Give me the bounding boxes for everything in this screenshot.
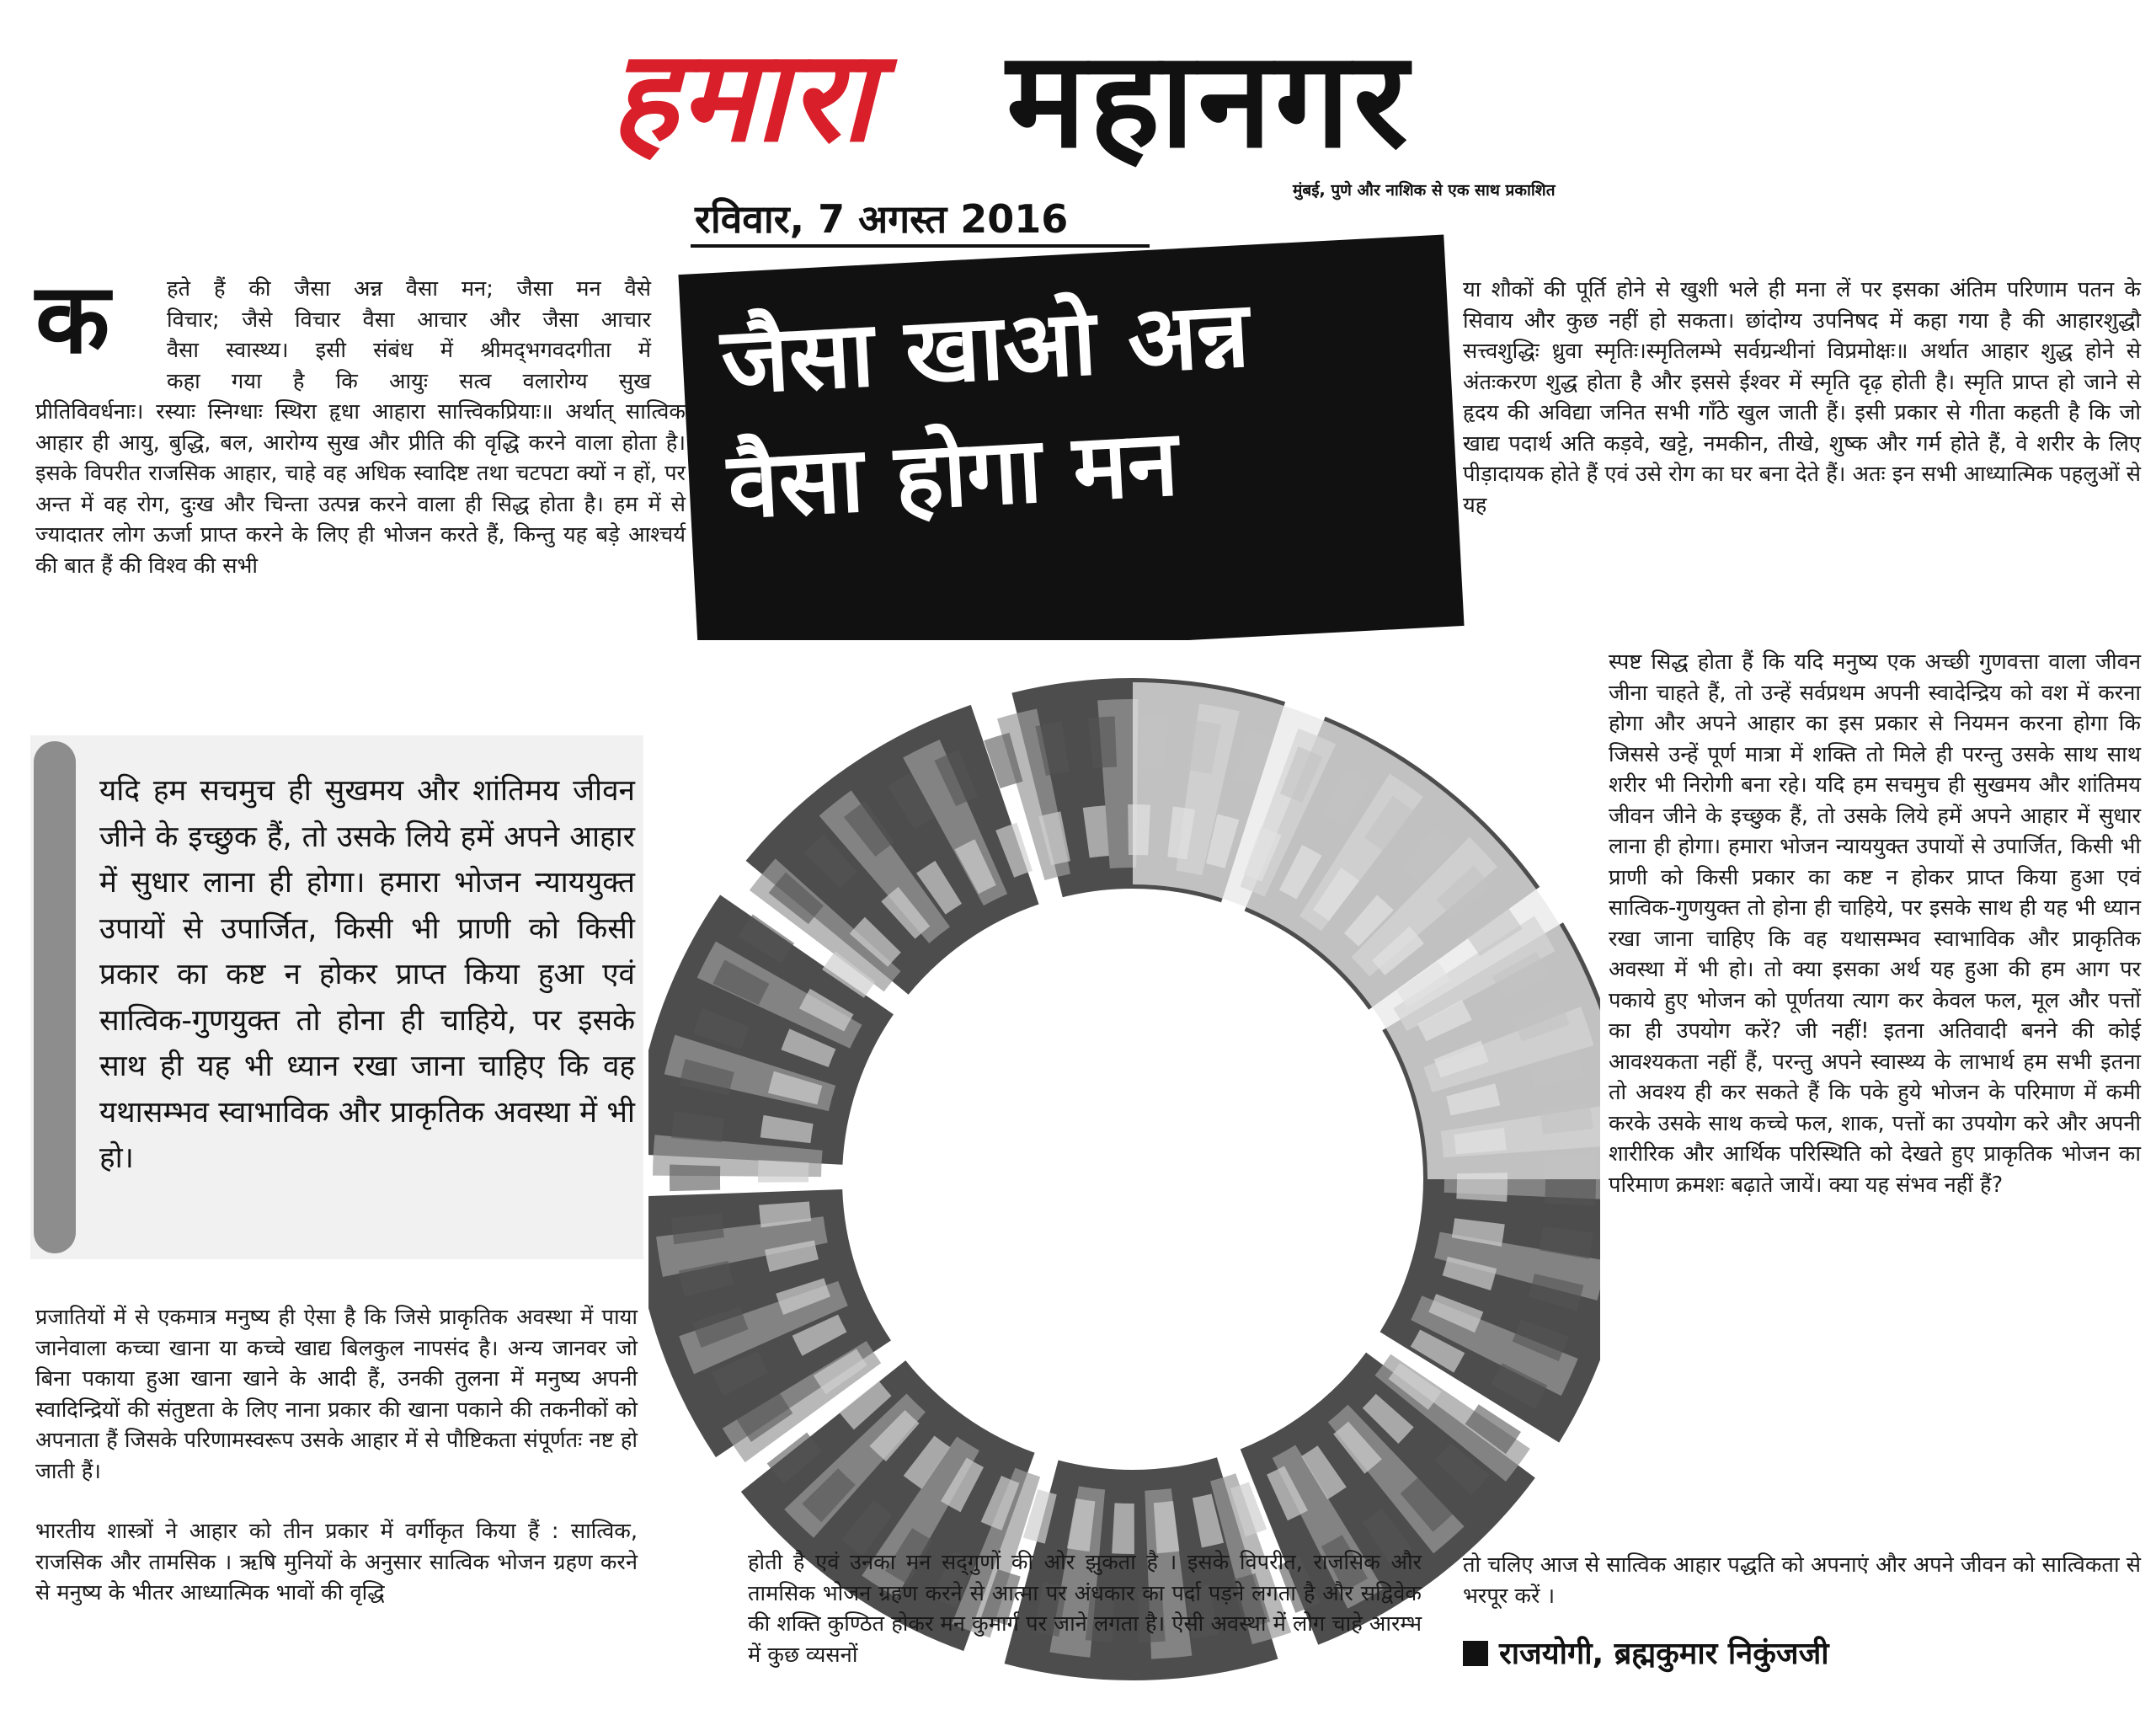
headline-line1: जैसा खाओ अन्न xyxy=(718,281,1252,415)
headline xyxy=(718,264,1421,550)
col3-mid-paragraph: स्पष्ट सिद्ध होता हैं कि यदि मनुष्य एक अच्छी गुणवत्ता वाला जीवन जीना चाहते हैं, तो उन्हें सर्वप्रथम अपनी स्वादेन्द्रिय को वश में करना होगा और अपने आहार का इस प्रकार से नियमन करना होगा कि जिससे उन्हें पूर्ण मात्रा में शक्ति तो मिले ही परन्तु उसके साथ साथ शरीर भी निरोगी बना रहे। यदि हम सचमुच ही सुखमय और शांतिमय जीवन जीने के इच्छुक हैं, तो उसके लिये हमें अपने आहार में सुधार लाना ही होगा। हमारा भोजन न्याययुक्त उपायों से उपार्जित, किसी भी प्राणी को किसी प्रकार का कष्ट न होकर प्राप्त किया हुआ एवं सात्विक-गुणयुक्त तो होना ही चाहिये, पर इसके साथ ही यह भी ध्यान रखा जाना चाहिए कि वह यथासम्भव स्वाभाविक और प्राकृतिक अवस्था में भी हो। तो क्या इसका अर्थ यह हुआ की हम आग पर पकाये हुए भोजन को पूर्णतया त्याग कर केवल फल, मूल और पत्तों का ही उपयोग करें? जी नहीं! इतना अतिवादी बनने की कोई आवश्यकता नहीं हैं, परन्तु अपने स्वास्थ्य के लाभार्थ हम सभी इतना तो अवश्य ही कर सकते हैं कि पके हुये भोजन के परिमाण में कमी करके उसके साथ कच्चे फल, शाक, पत्तों का उपयोग करे और अपनी शारीरिक और आर्थिक परिस्थिति को देखते हुए प्राकृतिक भोजन का परिमाण क्रमशः बढ़ाते जायें। क्या यह संभव नहीं हैं? xyxy=(1609,649,2141,1198)
col1-intro-line: वैसा स्वास्थ्य। इसी संबंध में श्रीमद्‌भगवदगीता में xyxy=(167,338,651,363)
pull-quote: यदि हम सचमुच ही सुखमय और शांतिमय जीवन जीने के इच्छुक हैं, तो उसके लिये हमें अपने आहार में सुधार लाना ही होगा। हमारा भोजन न्याययुक्त उपायों से उपार्जित, किसी भी प्राणी को किसी प्रकार का कष्ट न होकर प्राप्त किया हुआ एवं सात्विक-गुणयुक्त तो होना ही चाहिये, पर इसके साथ ही यह भी ध्यान रखा जाना चाहिए कि वह यथासम्भव स्वाभाविक और प्राकृतिक अवस्था में भी हो। xyxy=(99,774,635,1175)
col3-bottom-paragraph: तो चलिए आज से सात्विक आहार पद्धति को अपनाएं और अपने जीवन को सात्विकता से भरपूर करें । xyxy=(1463,1552,2141,1609)
byline-marker xyxy=(1463,1641,1488,1666)
dateline: रविवार, 7 अगस्त 2016 xyxy=(695,196,1069,242)
dateline-rule xyxy=(691,244,1150,248)
pull-quote-bar xyxy=(34,741,76,1253)
masthead-name-part1: हमारा xyxy=(611,24,876,170)
col1-intro-line: हते हैं की जैसा अन्न वैसा मन; जैसा मन वैसे xyxy=(167,276,651,302)
col1-intro-line: कहा गया है कि आयुः सत्व वलारोग्य सुख xyxy=(167,368,651,394)
col1-bottom-paragraph-2: भारतीय शास्त्रों ने आहार को तीन प्रकार में वर्गीकृत किया हैं : सात्विक, राजसिक और तामसिक । ऋषि मुनियों के अनुसार सात्विक भोजन ग्रहण करने से मनुष्य के भीतर आध्यात्मिक भावों की वृद्धि xyxy=(35,1519,638,1605)
col1-top-paragraph: प्रीतिविवर्धनाः। रस्याः स्निग्धाः स्थिरा हृधा आहारा सात्त्विकप्रियाः॥ अर्थात्‌ सात्विक आहार ही आयु, बुद्धि, बल, आरोग्य सुख और प्रीति की वृद्धि करने वाला होता है। इसके विपरीत राजसिक आहार, चाहे वह अधिक स्वादिष्ट तथा चटपटा क्यों न हों, पर अन्त में वह रोग, दुःख और चिन्ता उत्पन्न करने वाला ही सिद्ध होता है। हम में से ज्यादातर लोग ऊर्जा प्राप्त करने के लिए ही भोजन करते हैं, किन्तु यह बड़े आश्चर्य की बात हैं की विश्व की सभी xyxy=(35,399,686,579)
drop-cap: क xyxy=(35,263,110,376)
col3-top-paragraph: या शौकों की पूर्ति होने से खुशी भले ही मना लें पर इसका अंतिम परिणाम पतन के सिवाय और कुछ नहीं हो सकता। छांदोग्य उपनिषद में कहा गया है की आहारशुद्धौ सत्त्वशुद्धिः ध्रुवा स्मृतिः।स्मृतिलम्भे सर्वग्रन्थीनां विप्रमोक्षः॥ अर्थात आहार शुद्ध होने से अंतःकरण शुद्ध होता है और इससे ईश्वर में स्मृति दृढ़ होती है। स्मृति प्राप्त हो जाने से हृदय की अविद्या जनित सभी गाँठे खुल जाती हैं। इसी प्रकार से गीता कहती है कि जो खाद्य पदार्थ अति कड़वे, खट्टे, नमकीन, तीखे, शुष्क और गर्म होते हैं, वे शरीर के लिए पीड़ादायक होते हैं एवं उसे रोग का घर बना देते हैं। अतः इन सभी आध्यात्मिक पहलुओं से यह xyxy=(1463,277,2141,518)
col1-bottom-paragraph: प्रजातियों में से एकमात्र मनुष्य ही ऐसा है कि जिसे प्राकृतिक अवस्था में पाया जानेवाला कच्चा खाना या कच्चे खाद्य बिलकुल नापसंद है। अन्य जानवर जो बिना पकाया हुआ खाना खाने के आदी हैं, उनकी तुलना में मनुष्य अपनी स्वादिन्द्रियों की संतुष्टता के लिए नाना प्रकार की खाना पकाने की तकनीकों को अपनाता हैं जिसके परिणामस्वरूप उसके आहार में से पौष्टिकता संपूर्णतः नष्ट हो जाती हैं। xyxy=(35,1305,638,1484)
col1-intro xyxy=(167,274,651,397)
food-wreath-image xyxy=(648,640,1600,1693)
col1-intro-line: विचार; जैसे विचार वैसा आचार और जैसा आचार xyxy=(167,307,651,333)
headline-line2: वैसा होगा मन xyxy=(725,410,1181,540)
byline: राजयोगी, ब्रह्मकुमार निकुंजजी xyxy=(1499,1637,1829,1671)
col2-bottom-paragraph: होती है एवं उनका मन सद्‌गुणों की ओर झुकता है । इसके विपरीत, राजसिक और तामसिक भोजन ग्रहण करने से आत्मा पर अंधकार का पर्दा पड़ने लगता है और सद्विवेक की शक्ति कुण्ठित होकर मन कुमार्ग पर जाने लगता है। ऐसी अवस्था में लोग चाहे आरम्भ में कुछ व्यसनों xyxy=(748,1550,1422,1668)
masthead-name-part2: महानगर xyxy=(1006,23,1412,178)
masthead-tagline: मुंबई, पुणे और नाशिक से एक साथ प्रकाशित xyxy=(1293,181,1556,200)
